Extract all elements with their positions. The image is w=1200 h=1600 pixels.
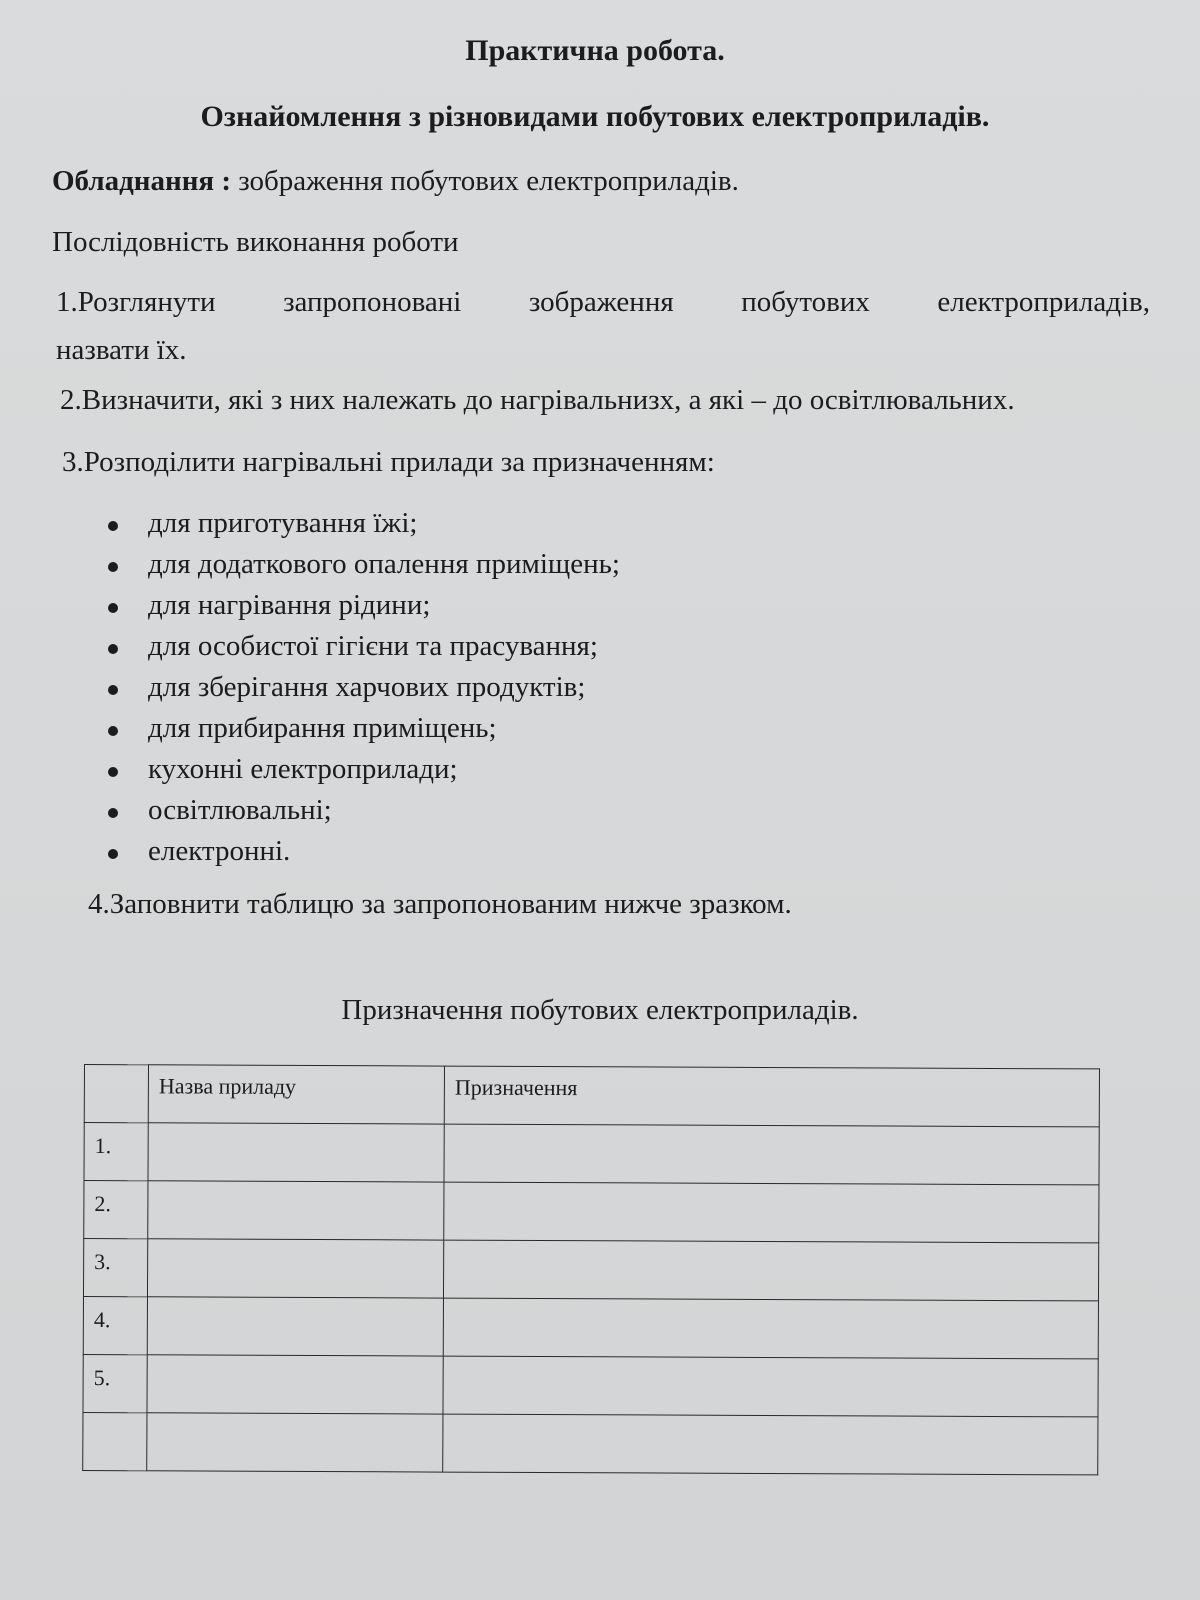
purpose-cell bbox=[443, 1240, 1098, 1301]
bullet-icon bbox=[108, 644, 118, 654]
table-header-purpose: Призначення bbox=[444, 1066, 1099, 1127]
bullet-icon bbox=[108, 562, 118, 572]
sequence-heading: Послідовність виконання роботи bbox=[52, 226, 459, 258]
list-item bbox=[108, 507, 620, 548]
table-header-row bbox=[84, 1065, 1099, 1127]
device-name-cell bbox=[147, 1297, 443, 1356]
page-title: Практична робота. bbox=[465, 34, 725, 67]
table-row bbox=[83, 1239, 1098, 1301]
equipment-label: Обладнання : bbox=[52, 165, 231, 197]
list-item-text: для особистої гігієни та прасування; bbox=[148, 630, 598, 662]
table-row bbox=[83, 1412, 1098, 1474]
equipment-line bbox=[52, 165, 739, 198]
row-number: 1. bbox=[84, 1123, 148, 1181]
appliance-table bbox=[82, 1064, 1100, 1475]
table-row bbox=[83, 1297, 1098, 1359]
row-number: 3. bbox=[83, 1239, 147, 1297]
bullet-icon bbox=[108, 685, 118, 695]
list-item bbox=[108, 630, 620, 671]
device-name-cell bbox=[147, 1239, 443, 1298]
list-item-text: для додаткового опалення приміщень; bbox=[148, 548, 620, 580]
list-item-text: для прибирання приміщень; bbox=[148, 712, 497, 744]
step-1-continuation: назвати їх. bbox=[56, 334, 187, 366]
list-item-text: кухонні електроприлади; bbox=[148, 753, 458, 785]
step-2: 2.Визначити, які з них належать до нагрівальнизх, а які – до освітлювальних. bbox=[60, 384, 1015, 416]
step-1-word: побутових bbox=[741, 286, 870, 318]
table-header-number bbox=[84, 1065, 148, 1123]
row-number: 5. bbox=[83, 1354, 147, 1412]
purpose-cell bbox=[443, 1414, 1098, 1475]
device-name-cell bbox=[148, 1123, 444, 1182]
bullet-icon bbox=[108, 521, 118, 531]
list-item-text: для зберігання харчових продуктів; bbox=[148, 671, 586, 703]
list-item bbox=[108, 712, 620, 753]
bullet-icon bbox=[108, 603, 118, 613]
purpose-cell bbox=[444, 1124, 1099, 1185]
step-1-word: запропоновані bbox=[283, 286, 462, 318]
bullet-icon bbox=[108, 808, 118, 818]
list-item bbox=[108, 671, 620, 712]
purpose-cell bbox=[444, 1182, 1099, 1243]
device-name-cell bbox=[148, 1181, 444, 1240]
step-1-word: електроприладів, bbox=[937, 286, 1150, 318]
table-row bbox=[84, 1123, 1099, 1185]
list-item bbox=[108, 753, 620, 794]
device-name-cell bbox=[147, 1413, 443, 1472]
page-subtitle: Ознайомлення з різновидами побутових електроприладів. bbox=[200, 100, 990, 133]
bullet-icon bbox=[108, 767, 118, 777]
purpose-list bbox=[108, 507, 620, 876]
bullet-icon bbox=[108, 849, 118, 859]
equipment-text: зображення побутових електроприладів. bbox=[231, 165, 739, 197]
step-1 bbox=[56, 286, 1150, 319]
row-number: 4. bbox=[83, 1297, 147, 1355]
table-header-name: Назва приладу bbox=[148, 1065, 444, 1124]
table-row bbox=[84, 1181, 1099, 1243]
list-item bbox=[108, 548, 620, 589]
table-caption: Призначення побутових електроприладів. bbox=[341, 994, 859, 1026]
list-item-text: електронні. bbox=[148, 835, 291, 867]
purpose-cell bbox=[443, 1356, 1098, 1417]
step-3: 3.Розподілити нагрівальні прилади за призначенням: bbox=[62, 446, 715, 478]
purpose-cell bbox=[443, 1298, 1098, 1359]
list-item bbox=[108, 835, 620, 876]
device-name-cell bbox=[147, 1355, 443, 1414]
step-4: 4.Заповнити таблицю за запропонованим нижче зразком. bbox=[88, 888, 792, 920]
step-1-word: зображення bbox=[528, 286, 674, 318]
bullet-icon bbox=[108, 726, 118, 736]
list-item-text: для нагрівання рідини; bbox=[148, 589, 431, 621]
list-item-text: для приготування їжі; bbox=[148, 507, 418, 539]
row-number bbox=[83, 1412, 147, 1470]
list-item-text: освітлювальні; bbox=[148, 794, 332, 826]
list-item bbox=[108, 589, 620, 630]
step-1-word: 1.Розглянути bbox=[56, 286, 216, 318]
table-row bbox=[83, 1354, 1098, 1416]
list-item bbox=[108, 794, 620, 835]
row-number: 2. bbox=[84, 1181, 148, 1239]
